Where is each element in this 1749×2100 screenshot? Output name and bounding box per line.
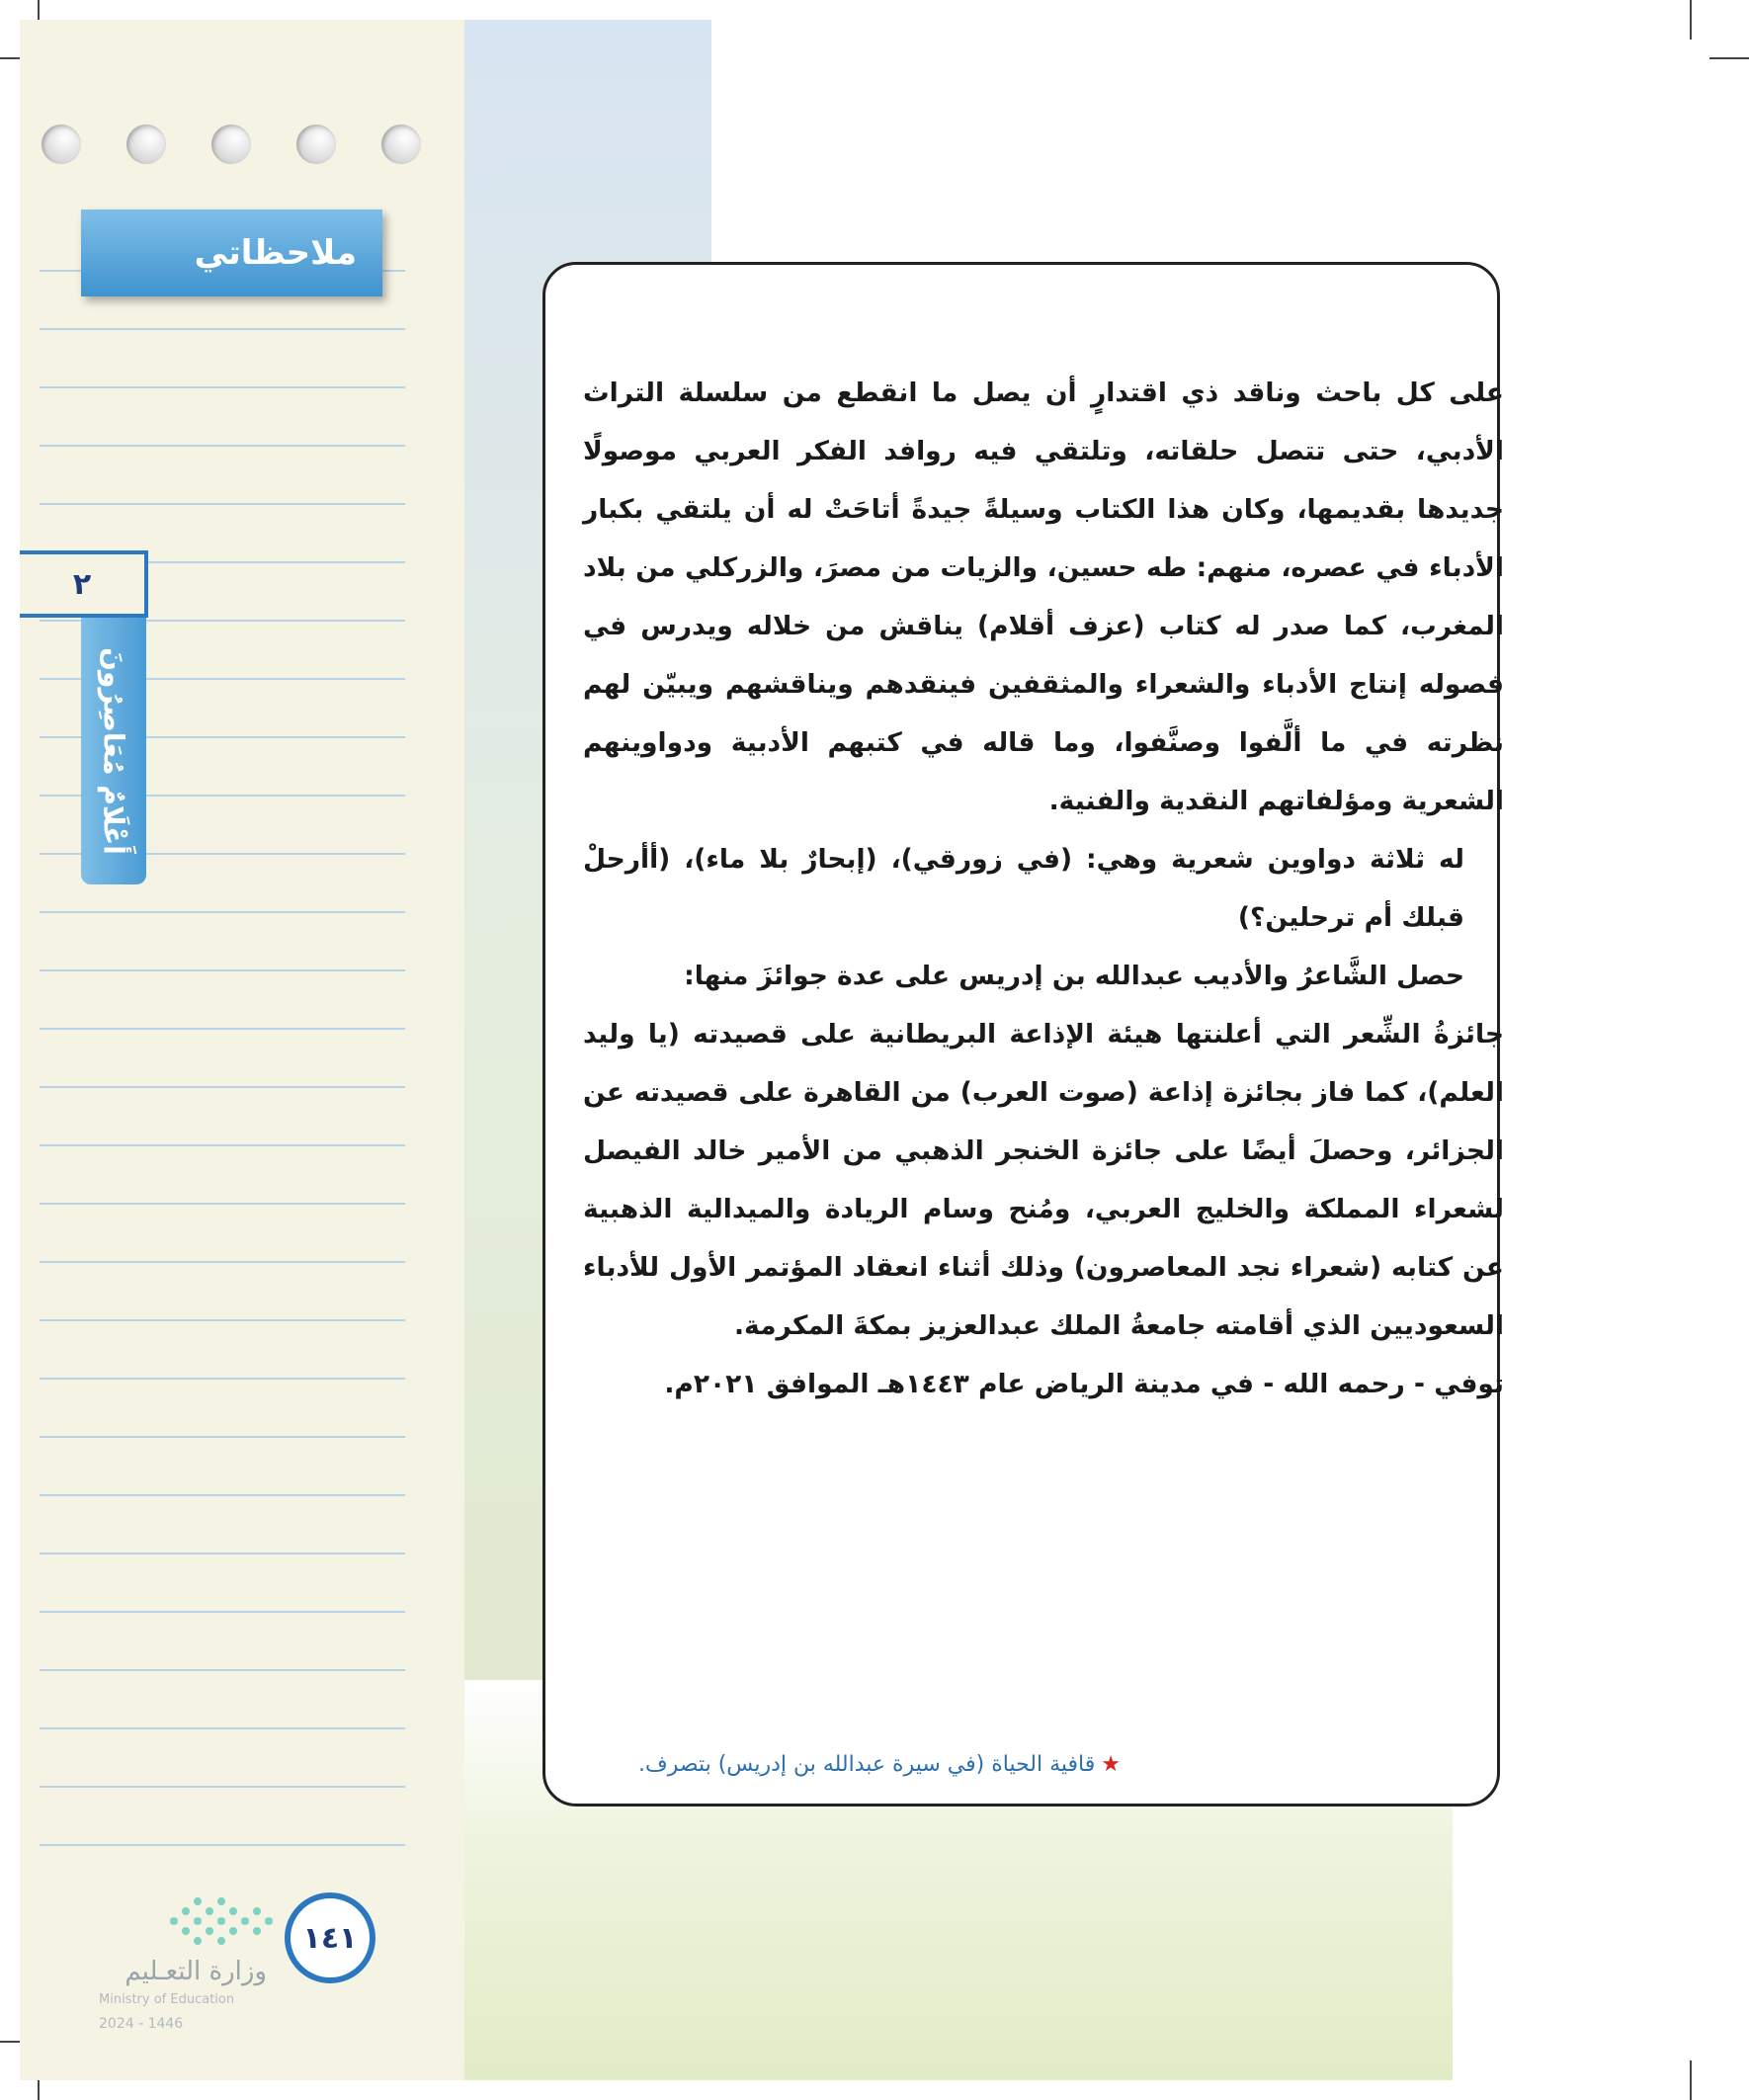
note-line xyxy=(40,969,405,971)
note-line xyxy=(40,1144,405,1146)
binder-hole xyxy=(296,125,336,164)
note-line xyxy=(40,328,405,330)
unit-number-box xyxy=(20,550,148,618)
unit-title: أَعْلَامٌ مُعَاصِرُونَ xyxy=(97,647,130,855)
notes-tab xyxy=(81,210,382,296)
binder-hole xyxy=(211,125,251,164)
note-line xyxy=(40,1319,405,1321)
notes-label: ملاحظاتي xyxy=(194,233,357,273)
star-icon: ★ xyxy=(1101,1752,1121,1777)
content-card xyxy=(542,262,1504,1806)
notebook-sidebar xyxy=(20,20,464,2080)
note-line xyxy=(40,1553,405,1554)
crop-mark xyxy=(0,2041,20,2043)
crop-mark xyxy=(1690,2060,1692,2100)
page-number: ١٤١ xyxy=(302,1920,358,1956)
ministry-name-arabic: وزارة التعـليم xyxy=(125,1957,267,1986)
biography-text xyxy=(583,364,1504,1413)
crop-mark xyxy=(1690,0,1692,40)
ministry-name-english: Ministry of Education xyxy=(99,1992,235,2007)
note-line xyxy=(40,1844,405,1846)
note-line xyxy=(40,1203,405,1205)
crop-mark xyxy=(1709,57,1749,59)
note-line xyxy=(40,1669,405,1671)
note-line xyxy=(40,1611,405,1613)
edition-year: 2024 - 1446 xyxy=(99,2016,184,2032)
paragraph: توفي - رحمه الله - في مدينة الرياض عام ١٤٤٣هـ الموافق ٢٠٢١م. xyxy=(664,1369,1504,1399)
footnote-text: قافية الحياة (في سيرة عبدالله بن إدريس) بتصرف. xyxy=(637,1752,1096,1777)
binder-hole xyxy=(42,125,81,164)
paragraph: له ثلاثة دواوين شعرية وهي: (في زورقي)، (إبحارٌ بلا ماء)، (أأرحلْ قبلك أم ترحلين؟) xyxy=(583,844,1464,933)
ministry-logo-dots xyxy=(170,1897,289,1947)
note-line xyxy=(40,1436,405,1438)
note-line xyxy=(40,1727,405,1729)
binder-hole xyxy=(126,125,166,164)
note-line xyxy=(40,1086,405,1088)
unit-title-strip xyxy=(81,618,146,884)
note-line xyxy=(40,911,405,913)
note-line xyxy=(40,503,405,505)
note-line xyxy=(40,1261,405,1263)
paragraph: جائزةُ الشِّعر التي أعلنتها هيئة الإذاعة البريطانية على قصيدته (يا وليد العلم)، كما فاز بجائزة إذاعة (صوت العرب) من القاهرة على قصيدته عن الجزائر، وحصلَ أيضًا على جائزة الخنجر الذهبي من الأمير خالد الفيصل لشعراء المملكة والخليج العربي، ومُنح وسام الريادة والميدالية الذهبية عن كتابه (شعراء نجد المعاصرون) وذلك أثناء انعقاد المؤتمر الأول للأدباء السعوديين الذي أقامته جامعةُ الملك عبدالعزيز بمكةَ المكرمة. xyxy=(583,1019,1504,1341)
note-line xyxy=(40,445,405,447)
note-line xyxy=(40,1378,405,1380)
page-number-badge xyxy=(285,1892,375,1983)
source-footnote xyxy=(583,1752,1121,1777)
note-line xyxy=(40,386,405,388)
binder-hole xyxy=(381,125,421,164)
note-line xyxy=(40,1028,405,1030)
note-line xyxy=(40,1786,405,1788)
unit-number: ٢ xyxy=(72,566,92,602)
paragraph: على كل باحث وناقد ذي اقتدارٍ أن يصل ما انقطع من سلسلة التراث الأدبي، حتى تتصل حلقاته، وتلتقي فيه روافد الفكر العربي موصولًا جديدها بقديمها، وكان هذا الكتاب وسيلةً جيدةً أتاحَتْ له أن يلتقي بكبار الأدباء في عصره، منهم: طه حسين، والزيات من مصرَ، والزركلي من بلاد المغرب، كما صدر له كتاب (عزف أقلام) يناقش من خلاله ويدرس في فصوله إنتاج الأدباء والشعراء والمثقفين فينقدهم ويناقشهم ويبيّن لهم نظرته في ما ألَّفوا وصنَّفوا، وما قاله في كتبهم الأدبية ودواوينهم الشعرية ومؤلفاتهم النقدية والفنية. xyxy=(583,378,1504,816)
note-line xyxy=(40,1494,405,1496)
paragraph: حصل الشَّاعرُ والأديب عبدالله بن إدريس على عدة جوائزَ منها: xyxy=(684,961,1464,991)
